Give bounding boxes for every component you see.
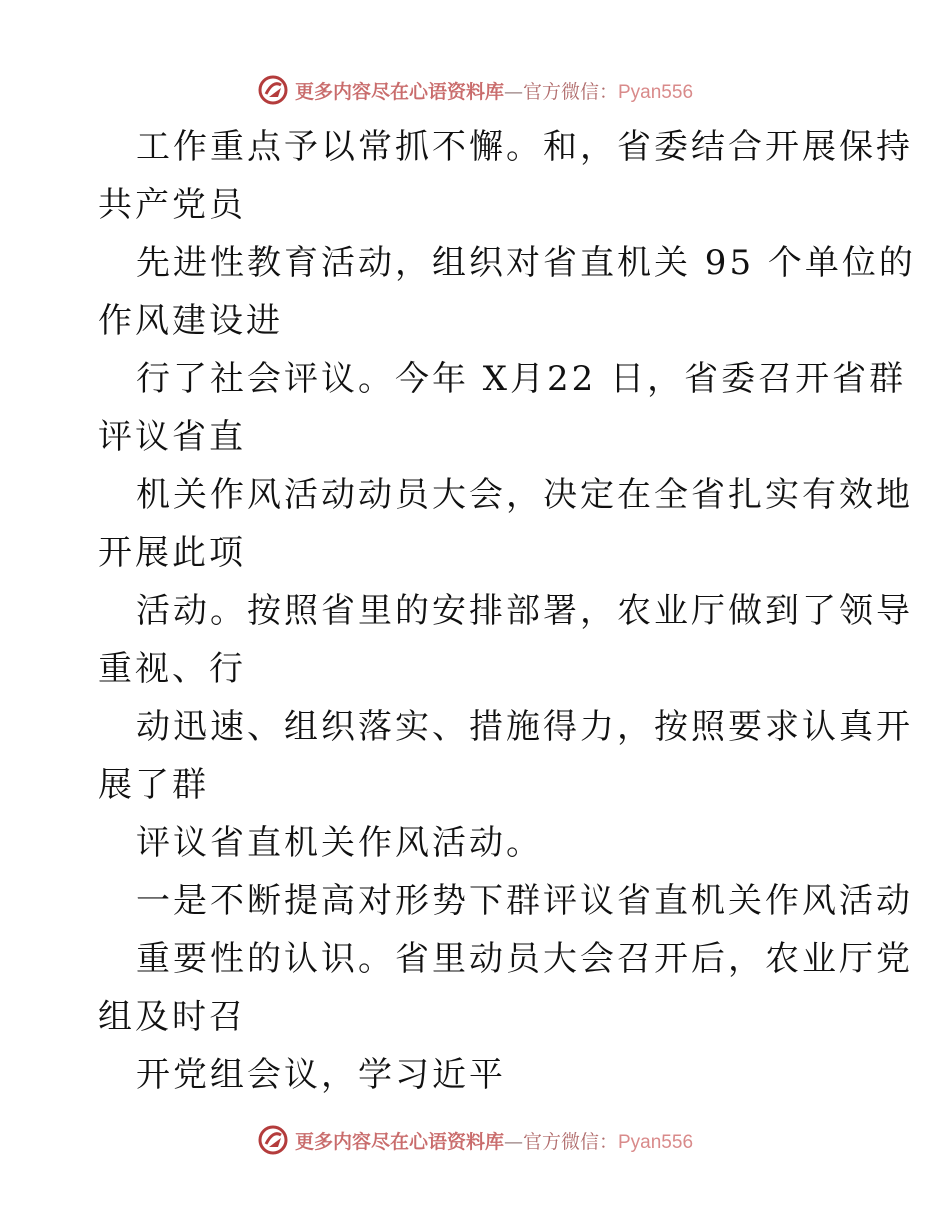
header-banner [0,70,950,110]
paragraph-2 [98,234,916,350]
footer-banner-main: 更多内容尽在心语资料库 [294,1130,504,1153]
footer-banner [0,1120,950,1160]
footer-banner-id: Pyan556 [618,1131,694,1153]
document-body [98,118,916,1104]
paragraph-4 [98,466,913,582]
paragraph-line: 开展此项 [98,533,246,573]
paragraph-7 [98,814,858,872]
paragraph-line: 一是不断提高对形势下群评议省直机关作风活动 [136,881,913,921]
header-banner-id: Pyan556 [618,81,694,103]
header-banner-text [295,77,693,104]
logo-icon [257,74,289,106]
paragraph-line: 组及时召 [98,997,246,1037]
paragraph-9 [98,930,913,1046]
paragraph-line: 共产党员 [98,185,246,225]
paragraph-line: 展了群 [98,765,209,805]
paragraph-line: 机关作风活动动员大会，决定在全省扎实有效地 [136,475,913,515]
paragraph-6 [98,698,913,814]
paragraph-line: 活动。按照省里的安排部署，农业厅做到了领导 [136,591,913,631]
logo-icon [257,1124,289,1156]
paragraph-line: 动迅速、组织落实、措施得力，按照要求认真开 [136,707,913,747]
paragraph-line: 作风建设进 [98,301,283,341]
paragraph-8 [98,872,913,930]
paragraph-line: 评议省直机关作风活动。 [136,823,543,863]
paragraph-line: 工作重点予以常抓不懈。和，省委结合开展保持 [136,127,913,167]
paragraph-3 [98,350,907,466]
paragraph-line: 行了社会评议。今年 X月22 日，省委召开省群 [136,359,907,399]
paragraph-1 [98,118,913,234]
paragraph-line: 先进性教育活动，组织对省直机关 95 个单位的 [136,243,916,283]
header-banner-main: 更多内容尽在心语资料库 [294,80,504,103]
paragraph-10 [98,1046,858,1104]
header-banner-separator: — [503,80,523,103]
paragraph-line: 评议省直 [98,417,246,457]
footer-banner-wechat: 官方微信： [522,1130,618,1153]
footer-banner-text [295,1127,693,1154]
paragraph-line: 重要性的认识。省里动员大会召开后，农业厅党 [136,939,913,979]
paragraph-line: 开党组会议，学习近平 [136,1055,506,1095]
paragraph-line: 重视、行 [98,649,246,689]
paragraph-5 [98,582,913,698]
header-banner-wechat: 官方微信： [522,80,618,103]
footer-banner-separator: — [503,1130,523,1153]
